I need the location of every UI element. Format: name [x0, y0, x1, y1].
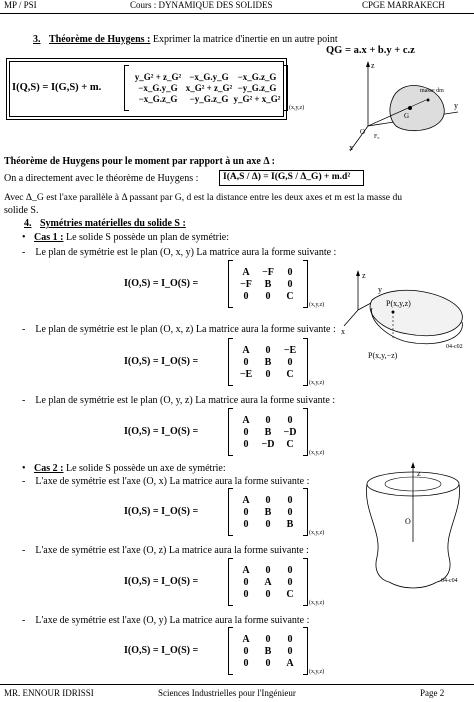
symmetry-matrix-3-cell-2-2: B	[286, 518, 294, 530]
symmetry-item-lhs-4: I(O,S) = I_O(S) =	[124, 576, 199, 587]
section3-num: 3.	[33, 34, 41, 45]
symmetry-matrix-0-cell-1-0: −F	[240, 278, 252, 290]
fig2-label-p: P(x,y,z)	[386, 299, 411, 308]
symmetry-matrix-3-cell-0-0: A	[242, 494, 250, 506]
symmetry-matrix-3	[228, 488, 324, 536]
symmetry-matrix-3-cell-2-0: 0	[243, 518, 249, 530]
cas1-line: • Cas 1 : Le solide S possède un plan de symétrie:	[22, 232, 229, 243]
symmetry-matrix-1-cell-0-0: A	[242, 344, 250, 356]
symmetry-item-lhs-0: I(O,S) = I_O(S) =	[124, 278, 199, 289]
symmetry-item-lhs-1: I(O,S) = I_O(S) =	[124, 356, 199, 367]
symmetry-matrix-2-cell-1-2: −D	[283, 426, 297, 438]
fig2-label-p-neg: P(x,y,−z)	[368, 351, 398, 360]
header-right: CPGE MARRAKECH	[362, 0, 445, 10]
axis-formula: I(A,S / Δ) = I(G,S / Δ_G) + m.d²	[223, 172, 351, 182]
header-left: MP / PSI	[4, 0, 37, 10]
section4-heading	[24, 218, 186, 229]
symmetry-matrix-basis-4: (x,y,z)	[309, 600, 325, 606]
symmetry-matrix-3-cell-0-1: 0	[265, 494, 271, 506]
symmetry-matrix-basis-3: (x,y,z)	[309, 530, 325, 536]
symmetry-item-label-5: L'axe de symétrie est l'axe (O, y) La matrice aura la forme suivante :	[35, 615, 310, 626]
symmetry-matrix-5-cell-1-1: B	[264, 645, 272, 657]
figure-huygens	[340, 56, 470, 156]
symmetry-item-lhs-5: I(O,S) = I_O(S) =	[124, 645, 199, 656]
axis-theorem-line2: Avec Δ_G est l'axe parallèle à Δ passant par G, d est la distance entre les deux axes et m est la masse du	[4, 192, 403, 203]
huygens-matrix-cell-1-2: −y_G.z_G	[237, 83, 277, 93]
cas2-line: • Cas 2 : Le solide S possède un axe de symétrie:	[22, 463, 226, 474]
qg-formula: QG = a.x + b.y + c.z	[326, 45, 415, 56]
symmetry-matrix-2-cell-2-0: 0	[243, 438, 249, 450]
symmetry-matrix-2-cell-2-2: C	[286, 438, 294, 450]
header-center: Cours : DYNAMIQUE DES SOLIDES	[130, 0, 273, 10]
symmetry-matrix-basis-1: (x,y,z)	[309, 380, 325, 386]
huygens-lhs: I(Q,S) = I(G,S) + m.	[12, 82, 102, 93]
fig2-label-y: y	[378, 285, 382, 294]
symmetry-matrix-5-cell-0-1: 0	[265, 633, 271, 645]
fig1-label-o: O	[360, 128, 366, 136]
fig3-label-z: z	[417, 469, 421, 478]
symmetry-matrix-4-cell-2-0: 0	[243, 588, 249, 600]
symmetry-matrix-3-cell-1-1: B	[264, 506, 272, 518]
symmetry-matrix-0-cell-2-1: 0	[265, 290, 271, 302]
symmetry-matrix-0-cell-1-1: B	[264, 278, 272, 290]
symmetry-matrix-2-cell-1-0: 0	[243, 426, 249, 438]
page-footer	[0, 684, 474, 702]
symmetry-item-lhs-2: I(O,S) = I_O(S) =	[124, 426, 199, 437]
symmetry-item-text-1: - Le plan de symétrie est le plan (O, x, z) La matrice aura la forme suivante :	[22, 324, 336, 335]
symmetry-matrix-0	[228, 260, 324, 308]
symmetry-matrix-1	[228, 338, 324, 386]
symmetry-item-label-3: L'axe de symétrie est l'axe (O, x) La matrice aura la forme suivante :	[35, 476, 310, 487]
section3-heading	[33, 34, 338, 45]
page-header	[0, 0, 474, 14]
symmetry-matrix-4-cell-0-0: A	[242, 564, 250, 576]
symmetry-matrix-4-cell-1-0: 0	[243, 576, 249, 588]
symmetry-matrix-1-cell-1-0: 0	[243, 356, 249, 368]
symmetry-matrix-2	[228, 408, 324, 456]
section4-title: Symétries matérielles du solide S :	[40, 218, 186, 229]
fig2-label-ref: 04-c02	[446, 344, 463, 350]
symmetry-matrix-1-cell-2-0: −E	[239, 368, 253, 380]
cas1-label: Cas 1 :	[34, 232, 64, 243]
fig1-label-z: z	[371, 61, 375, 70]
symmetry-item-label-4: L'axe de symétrie est l'axe (O, z) La matrice aura la forme suivante :	[35, 545, 309, 556]
symmetry-matrix-3-cell-0-2: 0	[287, 494, 293, 506]
symmetry-matrix-0-cell-0-1: −F	[262, 266, 274, 278]
huygens-matrix-cell-0-2: −x_G.z_G	[237, 72, 277, 82]
symmetry-matrix-1-cell-1-1: B	[264, 356, 272, 368]
symmetry-matrix-4	[228, 558, 324, 606]
huygens-basis: (x,y,z)	[289, 105, 305, 111]
symmetry-matrix-5-cell-0-0: A	[242, 633, 250, 645]
fig1-label-y: y	[454, 101, 458, 110]
fig2-label-x: x	[341, 327, 345, 336]
axis-theorem-line1: On a directement avec le théorème de Huygens :	[4, 173, 199, 184]
huygens-matrix-cell-2-2: y_G² + x_G²	[233, 94, 281, 104]
fig1-label-x: x	[349, 143, 353, 152]
huygens-matrix	[124, 65, 304, 111]
axis-theorem-title: Théorème de Huygens pour le moment par rapport à un axe Δ :	[4, 156, 275, 167]
footer-left: MR. ENNOUR IDRISSI	[4, 688, 94, 698]
fig3-label-o: O	[405, 517, 411, 526]
cas2-label: Cas 2 :	[34, 463, 64, 474]
symmetry-matrix-4-cell-0-2: 0	[287, 564, 293, 576]
symmetry-matrix-1-cell-0-2: −E	[283, 344, 297, 356]
section3-title: Théorème de Huygens :	[49, 34, 151, 45]
symmetry-matrix-0-cell-0-2: 0	[287, 266, 293, 278]
symmetry-matrix-1-cell-2-1: 0	[265, 368, 271, 380]
symmetry-matrix-basis-0: (x,y,z)	[309, 302, 325, 308]
symmetry-item-label-0: Le plan de symétrie est le plan (O, x, y) La matrice aura la forme suivante :	[35, 247, 337, 258]
symmetry-matrix-2-cell-2-1: −D	[261, 438, 275, 450]
symmetry-item-text-3: - L'axe de symétrie est l'axe (O, x) La matrice aura la forme suivante :	[22, 476, 310, 487]
huygens-matrix-cell-0-1: −x_G.y_G	[189, 72, 229, 82]
symmetry-matrix-2-cell-0-1: 0	[265, 414, 271, 426]
fig2-label-z: z	[362, 271, 366, 280]
symmetry-matrix-5-cell-1-2: 0	[287, 645, 293, 657]
symmetry-matrix-0-cell-1-2: 0	[287, 278, 293, 290]
axis-theorem-line3: solide S.	[4, 205, 39, 216]
cas2-text: Le solide S possède un axe de symétrie:	[65, 463, 226, 474]
cas1-text: Le solide S possède un plan de symétrie:	[65, 232, 229, 243]
symmetry-matrix-1-cell-1-2: 0	[287, 356, 293, 368]
huygens-matrix-cell-1-0: −x_G.y_G	[138, 83, 178, 93]
fig1-label-dm: masse dm	[420, 88, 444, 94]
figure-axis-symmetry	[353, 462, 473, 602]
huygens-matrix-cell-2-1: −y_G.z_G	[189, 94, 229, 104]
symmetry-matrix-3-cell-1-0: 0	[243, 506, 249, 518]
symmetry-item-label-1: Le plan de symétrie est le plan (O, x, z) La matrice aura la forme suivante :	[35, 324, 336, 335]
symmetry-matrix-4-cell-1-2: 0	[287, 576, 293, 588]
huygens-matrix-cell-1-1: x_G² + z_G²	[185, 83, 233, 93]
symmetry-item-label-2: Le plan de symétrie est le plan (O, y, z) La matrice aura la forme suivante :	[35, 395, 336, 406]
symmetry-matrix-4-cell-2-1: 0	[265, 588, 271, 600]
symmetry-matrix-1-cell-0-1: 0	[265, 344, 271, 356]
huygens-matrix-cell-2-0: −x_G.z_G	[138, 94, 178, 104]
symmetry-item-text-5: - L'axe de symétrie est l'axe (O, y) La matrice aura la forme suivante :	[22, 615, 310, 626]
fig1-label-f0: F₀	[374, 134, 380, 140]
symmetry-matrix-0-cell-2-0: 0	[243, 290, 249, 302]
symmetry-matrix-4-cell-2-2: C	[286, 588, 294, 600]
symmetry-matrix-5-cell-2-0: 0	[243, 657, 249, 669]
symmetry-matrix-basis-2: (x,y,z)	[309, 450, 325, 456]
symmetry-matrix-3-cell-1-2: 0	[287, 506, 293, 518]
symmetry-matrix-4-cell-1-1: A	[264, 576, 272, 588]
symmetry-matrix-basis-5: (x,y,z)	[309, 669, 325, 675]
footer-center: Sciences Industrielles pour l'Ingénieur	[158, 688, 296, 698]
symmetry-matrix-5-cell-2-1: 0	[265, 657, 271, 669]
symmetry-matrix-2-cell-0-0: A	[242, 414, 250, 426]
symmetry-matrix-3-cell-2-1: 0	[265, 518, 271, 530]
symmetry-matrix-2-cell-1-1: B	[264, 426, 272, 438]
section3-intro: Exprimer la matrice d'inertie en un autre point	[152, 34, 338, 45]
fig1-label-g: G	[404, 112, 410, 120]
symmetry-matrix-5-cell-1-0: 0	[243, 645, 249, 657]
fig3-label-ref: 04-c04	[441, 578, 458, 584]
symmetry-matrix-0-cell-0-0: A	[242, 266, 250, 278]
symmetry-matrix-5-cell-2-2: A	[286, 657, 294, 669]
symmetry-matrix-0-cell-2-2: C	[286, 290, 294, 302]
symmetry-matrix-1-cell-2-2: C	[286, 368, 294, 380]
symmetry-matrix-2-cell-0-2: 0	[287, 414, 293, 426]
symmetry-matrix-5	[228, 627, 324, 675]
symmetry-matrix-5-cell-0-2: 0	[287, 633, 293, 645]
section4-num: 4.	[24, 218, 32, 229]
symmetry-item-text-4: - L'axe de symétrie est l'axe (O, z) La matrice aura la forme suivante :	[22, 545, 309, 556]
figure-plane-symmetry	[338, 270, 472, 360]
huygens-matrix-cell-0-0: y_G² + z_G²	[134, 72, 182, 82]
symmetry-item-text-0: - Le plan de symétrie est le plan (O, x, y) La matrice aura la forme suivante :	[22, 247, 337, 258]
symmetry-item-text-2: - Le plan de symétrie est le plan (O, y, z) La matrice aura la forme suivante :	[22, 395, 336, 406]
symmetry-item-lhs-3: I(O,S) = I_O(S) =	[124, 506, 199, 517]
symmetry-matrix-4-cell-0-1: 0	[265, 564, 271, 576]
footer-right: Page 2	[420, 688, 445, 698]
